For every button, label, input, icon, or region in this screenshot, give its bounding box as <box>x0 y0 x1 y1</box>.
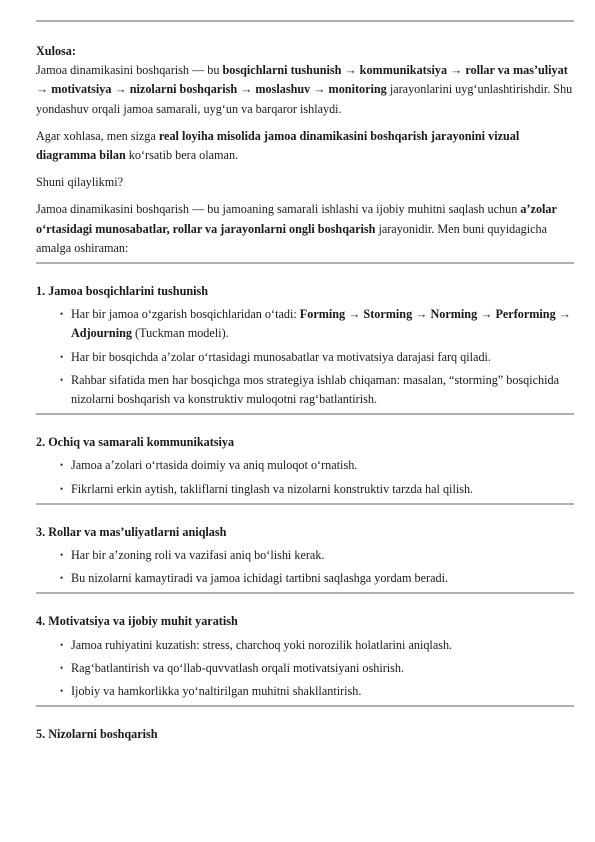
bullet-list <box>36 546 574 588</box>
top-divider <box>36 20 574 22</box>
text-run: (Tuckman modeli). <box>131 326 229 341</box>
summary-block <box>36 42 574 258</box>
section-title: 2. Ochiq va samarali kommunikatsiya <box>36 435 235 450</box>
list-item <box>36 305 574 343</box>
text-run: Fikrlarni erkin aytish, takliflarni tinglash va nizolarni konstruktiv tarzda hal qilish. <box>71 481 474 496</box>
section-divider <box>36 262 574 264</box>
list-item <box>36 546 574 565</box>
text-run: Har bir bosqichda a’zolar o‘rtasidagi munosabatlar va motivatsiya darajasi farq qiladi. <box>71 349 491 364</box>
section-divider <box>36 503 574 505</box>
section <box>36 612 574 701</box>
bold-text: a’zolar o‘rtasidagi munosabatlar, rollar va jarayonlarni ongli boshqarish <box>36 202 557 236</box>
question-paragraph <box>36 173 574 192</box>
bold-text: bosqichlarni tushunish → kommunikatsiya → rollar va mas’uliyat → motivatsiya → nizolarni boshqarish → moslashuv → monitoring <box>36 63 568 97</box>
section-title: 1. Jamoa bosqichlarini tushunish <box>36 284 209 299</box>
section-title: 5. Nizolarni boshqarish <box>36 727 158 742</box>
section-title: 3. Rollar va mas’uliyatlarni aniqlash <box>36 524 227 539</box>
text-run: Jamoa dinamikasini boshqarish — bu <box>36 63 223 78</box>
list-item <box>36 371 574 409</box>
summary-heading: Xulosa: <box>36 44 76 58</box>
text-run: Bu nizolarni kamaytiradi va jamoa ichidagi tartibni saqlashga yordam beradi. <box>71 571 449 586</box>
bullet-list <box>36 305 574 409</box>
intro-paragraph <box>36 200 574 258</box>
list-item <box>36 348 574 367</box>
list-item <box>36 636 574 655</box>
list-item <box>36 569 574 588</box>
text-run: Rag‘batlantirish va qo‘llab-quvvatlash orqali motivatsiyani oshirish. <box>71 660 405 675</box>
text-run: Jamoa ruhiyatini kuzatish: stress, charchoq yoki norozilik holatlarini aniqlash. <box>71 637 453 652</box>
text-run: Rahbar sifatida men har bosqichga mos strategiya ishlab chiqaman: masalan, “storming” bosqichida nizolarni boshqarish va konstruktiv muloqotni rag‘batlantirish. <box>71 372 560 407</box>
text-run: ko‘rsatib bera olaman. <box>125 148 239 163</box>
list-item <box>36 659 574 678</box>
text-run: Jamoa dinamikasini boshqarish — bu jamoaning samarali ishlashi va ijobiy muhitni saqlash uchun <box>36 202 521 217</box>
text-run: jarayonlarini uyg‘unlashtirishdir. Shu yondashuv orqali jamoa samarali, uyg‘un va barqaror ishlaydi. <box>36 82 573 116</box>
section <box>36 725 574 744</box>
summary-paragraph <box>36 61 574 119</box>
section-divider <box>36 592 574 594</box>
section <box>36 523 574 589</box>
section <box>36 433 574 499</box>
text-run: jarayonidir. Men buni quyidagicha amalga oshiraman: <box>36 221 547 255</box>
offer-paragraph <box>36 127 574 165</box>
text-run: Ijobiy va hamkorlikka yo‘naltirilgan muhitni shakllantirish. <box>71 684 362 699</box>
text-run: Agar xohlasa, men sizga <box>36 128 159 143</box>
text-run: Har bir a’zoning roli va vazifasi aniq bo‘lishi kerak. <box>71 548 325 563</box>
section-divider <box>36 413 574 415</box>
section-divider <box>36 705 574 707</box>
text-run: Har bir jamoa o‘zgarish bosqichlaridan o‘tadi: <box>71 307 300 322</box>
bullet-list <box>36 636 574 702</box>
bullet-list <box>36 456 574 498</box>
document-page <box>36 0 574 744</box>
section-title: 4. Motivatsiya va ijobiy muhit yaratish <box>36 614 238 629</box>
text-run: Shuni qilaylikmi? <box>36 175 124 190</box>
bold-text: real loyiha misolida jamoa dinamikasini boshqarish jarayonini vizual diagramma bilan <box>36 128 520 163</box>
list-item <box>36 682 574 701</box>
list-item <box>36 456 574 475</box>
bold-text: Forming → Storming → Norming → Performing → Adjourning <box>71 307 571 341</box>
text-run: Jamoa a’zolari o‘rtasida doimiy va aniq muloqot o‘rnatish. <box>71 458 358 473</box>
list-item <box>36 480 574 499</box>
sections-container <box>36 262 574 744</box>
section <box>36 282 574 409</box>
